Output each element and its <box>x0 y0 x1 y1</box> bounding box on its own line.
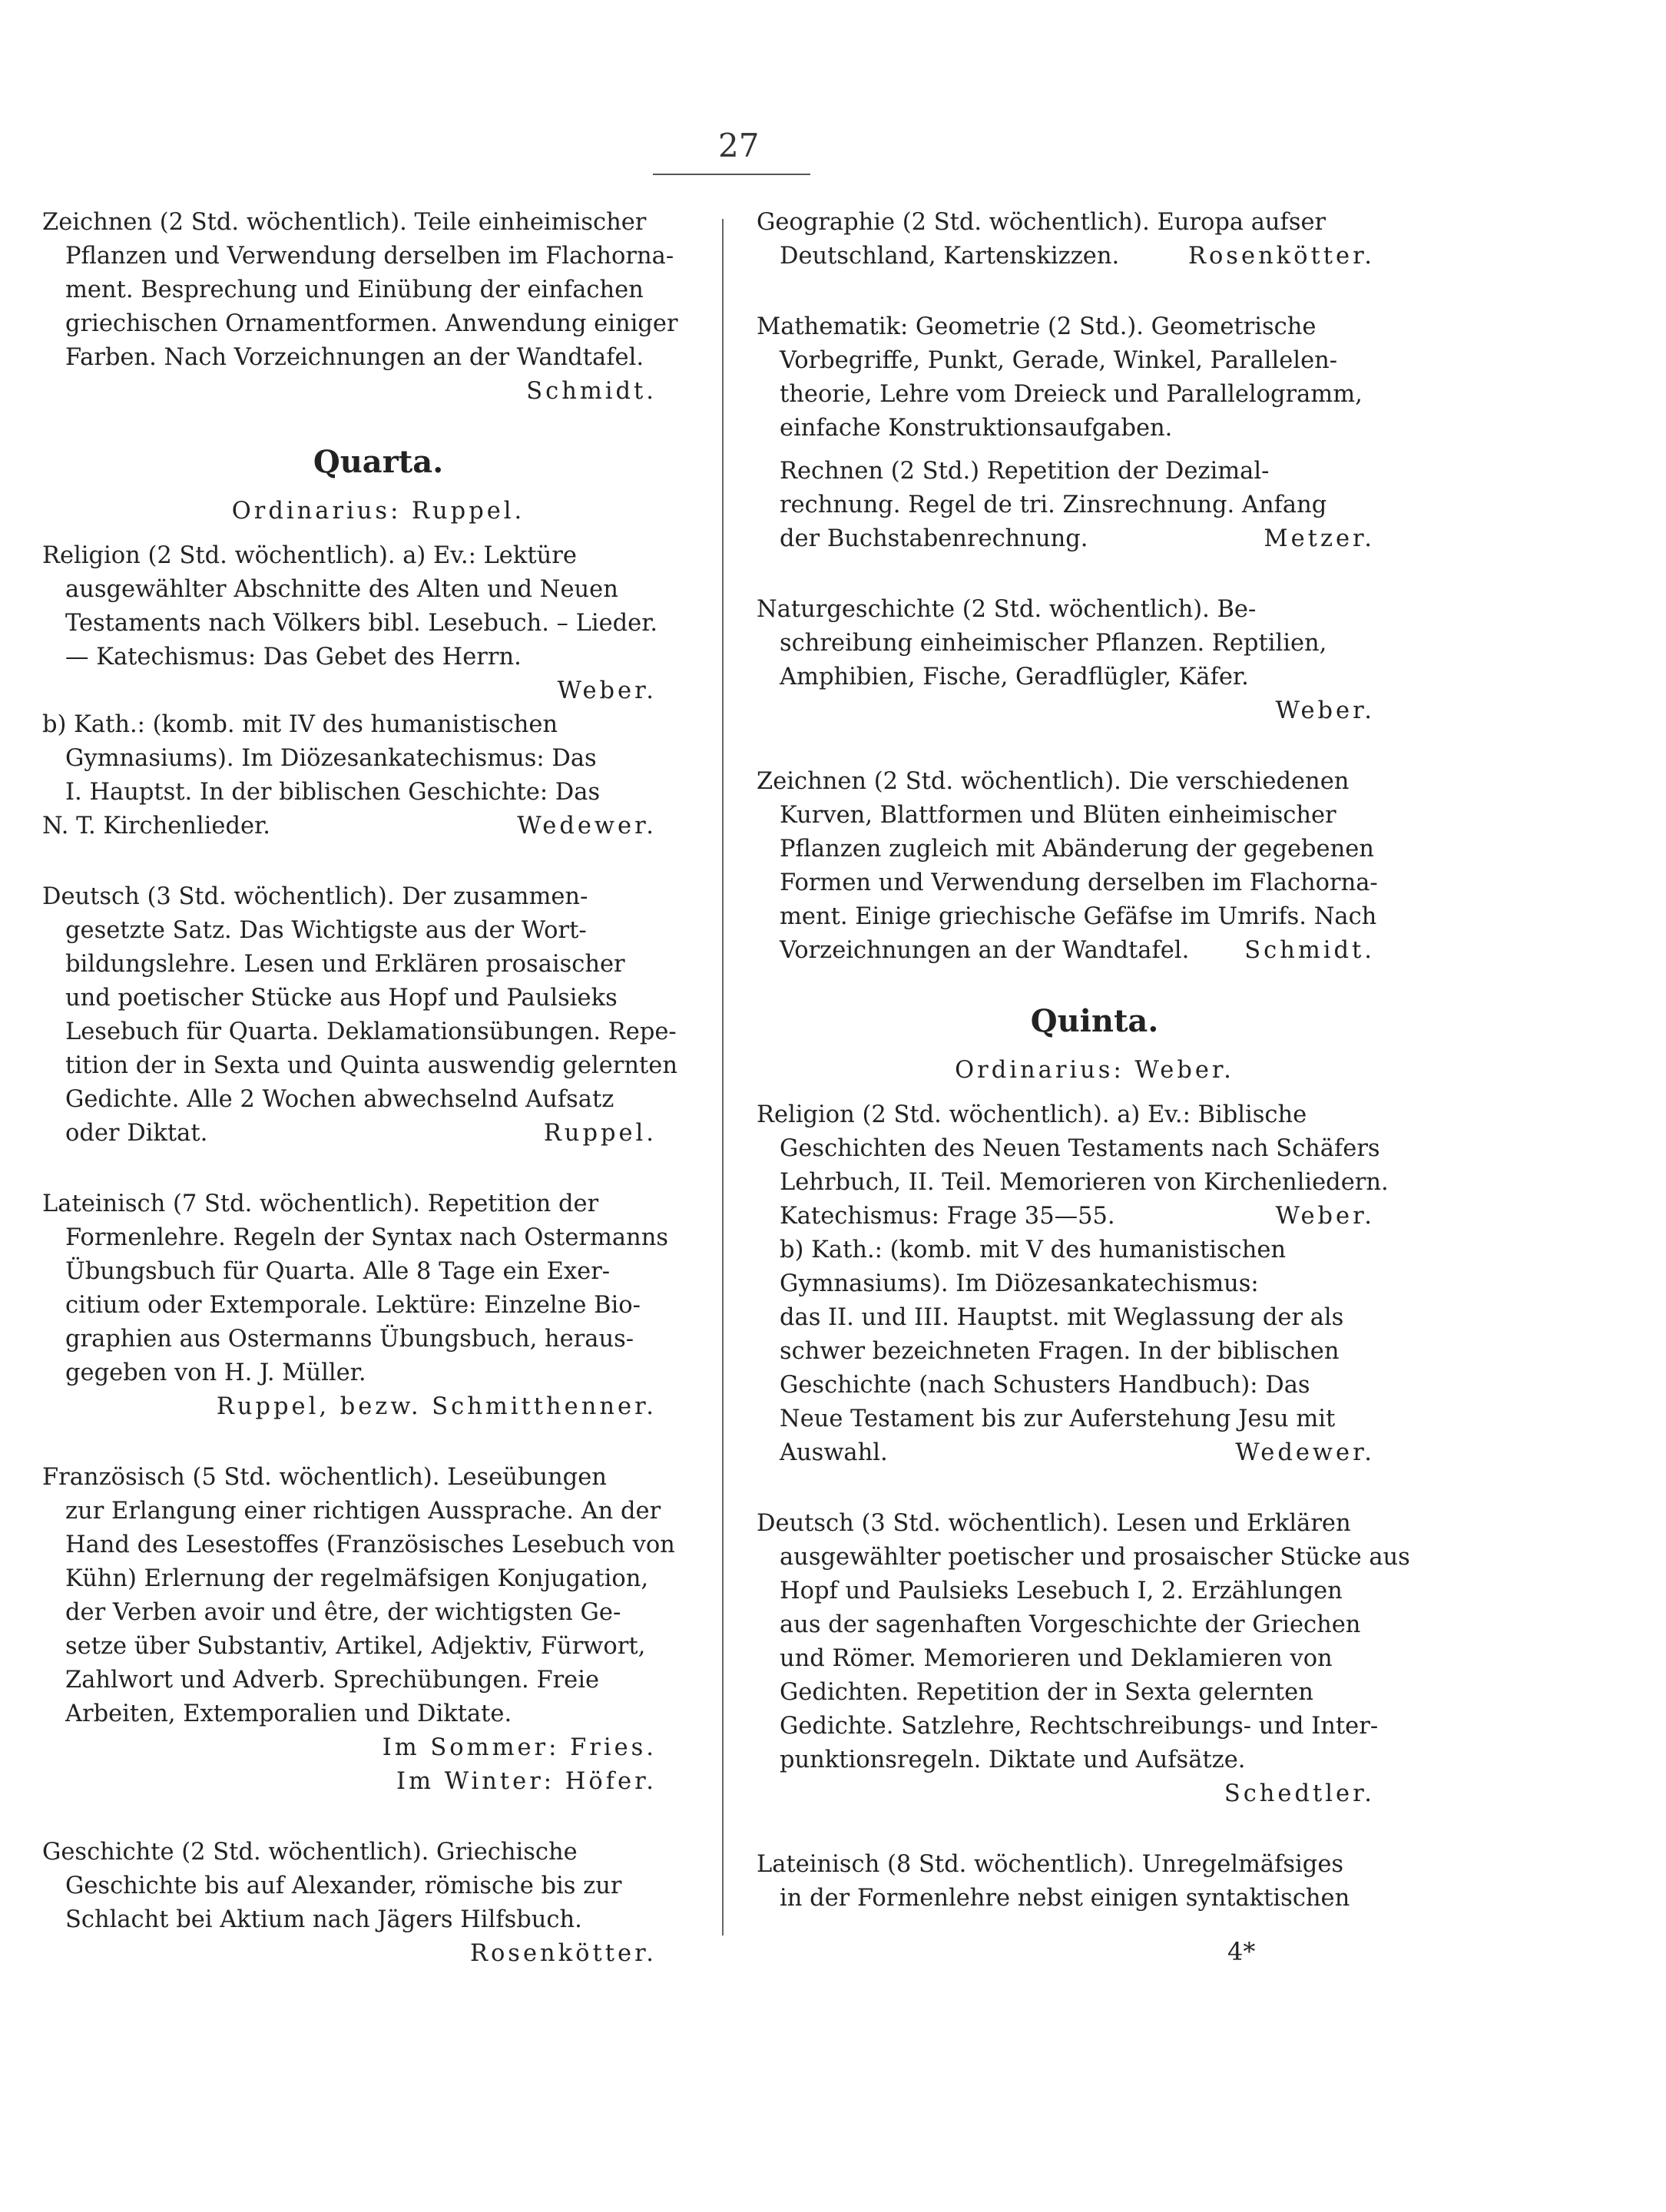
header-rule <box>653 174 810 175</box>
teacher-signature: Rosenkötter. <box>1187 243 1375 270</box>
paragraph-lines <box>42 708 691 810</box>
text-line: punktionsregeln. Diktate und Aufsätze. <box>780 1747 1246 1773</box>
text-line: gesetzte Satz. Das Wichtigste aus der Wort- <box>65 917 587 944</box>
paragraph-last-line <box>757 522 1409 556</box>
text-line: bildungslehre. Lesen und Erklären prosaischer <box>65 951 625 978</box>
text-line: Zeichnen (2 Std. wöchentlich). Teile einheimischer <box>42 209 647 236</box>
text-line: Neue Testament bis zur Auferstehung Jesu mit <box>780 1406 1336 1432</box>
text-line: graphien aus Ostermanns Übungsbuch, heraus- <box>65 1326 634 1353</box>
deutsch-quinta-paragraph <box>757 1507 1409 1811</box>
text-line: Geschichte bis auf Alexander, römische bis zur <box>65 1873 622 1899</box>
line-text: der Buchstabenrechnung. <box>780 525 1088 552</box>
paragraph-lines <box>757 1098 1409 1200</box>
text-line: und Römer. Memorieren und Deklamieren von <box>780 1645 1333 1672</box>
teacher-signature: Wedewer. <box>517 813 657 839</box>
section-title-quarta: Quarta. <box>313 444 444 480</box>
paragraph-lines <box>757 593 1409 694</box>
page-number: 27 <box>718 127 760 164</box>
text-line: setze über Substantiv, Artikel, Adjektiv, Fürwort, <box>65 1633 646 1660</box>
paragraph-last-line <box>757 1436 1409 1470</box>
text-line: Religion (2 Std. wöchentlich). a) Ev.: Lektüre <box>42 542 577 569</box>
text-line: b) Kath.: (komb. mit IV des humanistischen <box>42 711 558 738</box>
text-line: Gedichten. Repetition der in Sexta gelernten <box>780 1679 1313 1706</box>
paragraph-lines <box>42 1187 691 1390</box>
text-line: Lesebuch für Quarta. Deklamationsübungen. Repe- <box>65 1018 677 1045</box>
paragraph-last-line <box>757 1200 1409 1233</box>
text-line: Gedichte. Satzlehre, Rechtschreibungs- und Inter- <box>780 1713 1379 1740</box>
geschichte-quarta-paragraph <box>42 1836 691 1971</box>
text-line: der Verben avoir und être, der wichtigsten Ge- <box>65 1599 621 1626</box>
text-line: I. Hauptst. In der biblischen Geschichte: Das <box>65 779 601 806</box>
paragraph-lines <box>757 455 1409 522</box>
teacher-signature: Ruppel. <box>543 1120 657 1147</box>
text-line: Pflanzen zugleich mit Abänderung der gegebenen <box>780 836 1374 863</box>
text-line: Geschichte (nach Schusters Handbuch): Das <box>780 1372 1310 1399</box>
text-line: Französisch (5 Std. wöchentlich). Leseübungen <box>42 1464 607 1491</box>
paragraph-last-line <box>42 1117 691 1151</box>
text-line: Lateinisch (7 Std. wöchentlich). Repetition der <box>42 1190 599 1217</box>
left-column <box>42 206 691 2008</box>
paragraph-lines <box>757 1507 1409 1777</box>
text-line: schreibung einheimischer Pflanzen. Reptilien, <box>780 630 1327 657</box>
text-line: Lateinisch (8 Std. wöchentlich). Unregelmäfsiges <box>757 1851 1344 1878</box>
text-line: Hand des Lesestoffes (Französisches Lesebuch von <box>65 1532 675 1558</box>
text-line: Geschichte (2 Std. wöchentlich). Griechische <box>42 1839 578 1866</box>
signature-mark: 4* <box>1227 1937 1256 1966</box>
text-line: Hopf und Paulsieks Lesebuch I, 2. Erzählungen <box>780 1578 1343 1604</box>
text-line: citium oder Extemporale. Lektüre: Einzelne Bio- <box>65 1292 641 1319</box>
paragraph-last-line <box>42 810 691 843</box>
text-line: Rechnen (2 Std.) Repetition der Dezimal- <box>780 458 1270 485</box>
teacher-signature: Wedewer. <box>1235 1439 1375 1466</box>
zeichnen-quarta-paragraph <box>42 206 691 409</box>
religion-quinta-paragraph <box>757 1098 1409 1470</box>
teacher-signature: Ruppel, bezw. Schmitthenner. <box>216 1393 657 1420</box>
ordinarius-quarta: Ordinarius: Ruppel. <box>231 498 525 525</box>
text-line: Zeichnen (2 Std. wöchentlich). Die verschiedenen <box>757 768 1350 795</box>
text-line: Arbeiten, Extemporalien und Diktate. <box>65 1700 512 1727</box>
paragraph-lines <box>42 1461 691 1731</box>
text-line: Kühn) Erlernung der regelmäfsigen Konjugation, <box>65 1565 649 1592</box>
teacher-signature: Im Sommer: Fries. <box>382 1734 657 1761</box>
text-line: Religion (2 Std. wöchentlich). a) Ev.: Biblische <box>757 1101 1307 1128</box>
text-line: Gymnasiums). Im Diözesankatechismus: Das <box>65 745 597 772</box>
teacher-signature: Metzer. <box>1264 525 1375 552</box>
text-line: und poetischer Stücke aus Hopf und Paulsieks <box>65 985 618 1012</box>
paragraph-lines <box>42 206 691 375</box>
text-line: ment. Besprechung und Einübung der einfachen <box>65 276 644 303</box>
text-line: Deutsch (3 Std. wöchentlich). Der zusammen- <box>42 883 588 910</box>
text-line: Gymnasiums). Im Diözesankatechismus: <box>780 1270 1259 1297</box>
text-line: b) Kath.: (komb. mit V des humanistischen <box>780 1237 1287 1263</box>
text-line: Geographie (2 Std. wöchentlich). Europa aufser <box>757 209 1327 236</box>
text-line: Formenlehre. Regeln der Syntax nach Ostermanns <box>65 1224 668 1251</box>
geographie-paragraph <box>757 206 1409 273</box>
teacher-signature: Weber. <box>1275 697 1375 724</box>
line-text: Katechismus: Frage 35—55. <box>780 1203 1115 1230</box>
text-line: gegeben von H. J. Müller. <box>65 1359 366 1386</box>
teacher-signature: Im Winter: Höfer. <box>396 1768 657 1795</box>
right-column <box>757 206 1409 1952</box>
text-line: Kurven, Blattformen und Blüten einheimischer <box>780 802 1336 829</box>
text-line: Gedichte. Alle 2 Wochen abwechselnd Aufsatz <box>65 1086 614 1113</box>
text-line: Übungsbuch für Quarta. Alle 8 Tage ein Exer- <box>65 1258 611 1285</box>
teacher-signature: Schmidt. <box>1244 937 1375 964</box>
teacher-signature: Weber. <box>557 677 657 704</box>
lateinisch-quinta-paragraph <box>757 1848 1409 1916</box>
text-line: — Katechismus: Das Gebet des Herrn. <box>65 644 522 671</box>
paragraph-lines <box>42 539 691 674</box>
paragraph-lines <box>757 1848 1409 1916</box>
text-line: griechischen Ornamentformen. Anwendung einiger <box>65 310 678 337</box>
deutsch-quarta-paragraph <box>42 880 691 1151</box>
text-line: Lehrbuch, II. Teil. Memorieren von Kirchenliedern. <box>780 1169 1389 1196</box>
paragraph-lines <box>757 765 1409 934</box>
text-line: einfache Konstruktionsaufgaben. <box>780 415 1173 442</box>
line-text: Vorzeichnungen an der Wandtafel. <box>780 937 1190 964</box>
text-line: Geschichten des Neuen Testaments nach Schäfers <box>780 1135 1380 1162</box>
text-line: Pflanzen und Verwendung derselben im Flachorna- <box>65 243 674 270</box>
text-line: in der Formenlehre nebst einigen syntaktischen <box>780 1885 1350 1912</box>
text-line: Mathematik: Geometrie (2 Std.). Geometrische <box>757 313 1317 340</box>
teacher-signature: Schmidt. <box>526 378 657 405</box>
text-line: Testaments nach Völkers bibl. Lesebuch. – Lieder. <box>65 610 658 637</box>
text-line: aus der sagenhaften Vorgeschichte der Griechen <box>780 1611 1361 1638</box>
text-line: Farben. Nach Vorzeichnungen an der Wandtafel. <box>65 344 644 371</box>
naturgeschichte-paragraph <box>757 593 1409 728</box>
text-line: Naturgeschichte (2 Std. wöchentlich). Be- <box>757 596 1257 623</box>
paragraph-lines <box>757 1233 1409 1436</box>
line-text: oder Diktat. <box>65 1120 208 1147</box>
text-line: Vorbegriffe, Punkt, Gerade, Winkel, Parallelen- <box>780 347 1338 374</box>
text-line: Formen und Verwendung derselben im Flachorna- <box>780 869 1378 896</box>
teacher-signature: Schedtler. <box>1224 1780 1375 1807</box>
text-line: ausgewählter poetischer und prosaischer Stücke aus <box>780 1544 1410 1571</box>
ordinarius-quinta: Ordinarius: Weber. <box>955 1057 1234 1084</box>
franzoesisch-quarta-paragraph <box>42 1461 691 1799</box>
paragraph-last-line <box>757 934 1409 968</box>
text-line: Zahlwort und Adverb. Sprechübungen. Freie <box>65 1667 600 1694</box>
paragraph-lines <box>757 310 1409 445</box>
text-line: schwer bezeichneten Fragen. In der biblischen <box>780 1338 1340 1365</box>
paragraph-last-line <box>757 240 1409 273</box>
paragraph-lines <box>42 880 691 1117</box>
text-line: das II. und III. Hauptst. mit Weglassung der als <box>780 1304 1344 1331</box>
text-line: rechnung. Regel de tri. Zinsrechnung. Anfang <box>780 492 1327 518</box>
teacher-signature: Rosenkötter. <box>469 1940 657 1967</box>
text-line: Deutsch (3 Std. wöchentlich). Lesen und Erklären <box>757 1510 1351 1537</box>
text-line: Schlacht bei Aktium nach Jägers Hilfsbuch. <box>65 1906 582 1933</box>
text-line: ausgewählter Abschnitte des Alten und Neuen <box>65 576 618 603</box>
line-text: N. T. Kirchenlieder. <box>42 813 270 839</box>
text-line: zur Erlangung einer richtigen Aussprache. An der <box>65 1498 661 1525</box>
line-text: Deutschland, Kartenskizzen. <box>780 243 1120 270</box>
text-line: tition der in Sexta und Quinta auswendig gelernten <box>65 1052 677 1079</box>
section-title-quinta: Quinta. <box>1030 1003 1159 1039</box>
line-text: Auswahl. <box>780 1439 888 1466</box>
text-line: ment. Einige griechische Gefäfse im Umrifs. Nach <box>780 903 1377 930</box>
teacher-signature: Weber. <box>1275 1203 1375 1230</box>
zeichnen-quinta-paragraph <box>757 765 1409 968</box>
mathematik-paragraph <box>757 310 1409 556</box>
religion-quarta-paragraph <box>42 539 691 843</box>
lateinisch-quarta-paragraph <box>42 1187 691 1424</box>
paragraph-lines <box>42 1836 691 1937</box>
column-divider <box>722 219 724 1936</box>
text-line: theorie, Lehre vom Dreieck und Parallelogramm, <box>780 381 1363 408</box>
text-line: Amphibien, Fische, Geradflügler, Käfer. <box>780 664 1249 690</box>
paragraph-lines <box>757 206 1409 240</box>
